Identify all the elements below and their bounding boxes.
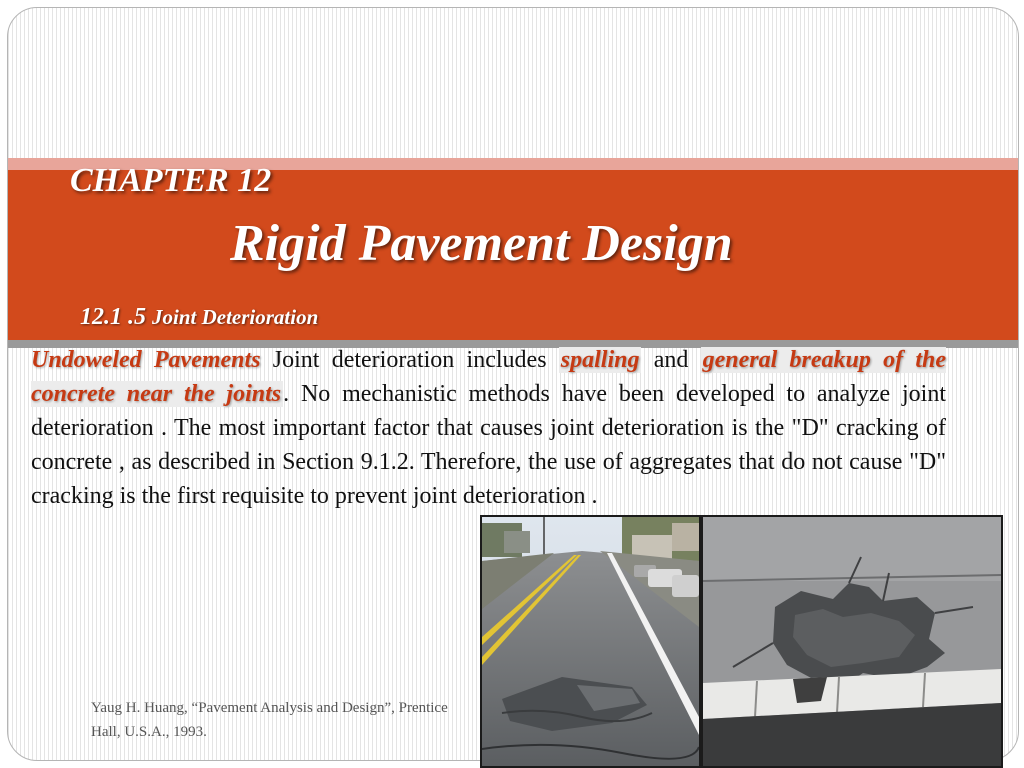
body-paragraph <box>31 343 946 513</box>
highlight-general-breakup: general breakup of the concrete near the joints <box>31 347 946 407</box>
section-title: Joint Deterioration <box>152 305 319 329</box>
body-text-3: . No mechanistic methods have been developed to analyze joint deterioration . The most important factor that causes joint deterioration is the "D" cracking of concrete , as described in Section 9.1.2. Therefore, the use of aggregates that do not cause "D" cracking is the first requisite to prevent joint deterioration . <box>31 381 946 509</box>
highlight-spalling: spalling <box>560 347 640 373</box>
body-text-1: Joint deterioration includes <box>260 347 559 373</box>
sidewalk-photo-graphic <box>703 517 1001 766</box>
slide-title: Rigid Pavement Design <box>230 215 733 272</box>
road-photo-graphic <box>482 517 699 766</box>
section-heading <box>80 304 318 331</box>
chapter-label: CHAPTER 12 <box>70 162 272 199</box>
photo-spalled-road <box>480 515 701 768</box>
term-undoweled-pavements: Undoweled Pavements <box>31 347 261 373</box>
section-number: 12.1 .5 <box>80 304 146 330</box>
body-text-2: and <box>641 347 701 373</box>
citation: Yaug H. Huang, “Pavement Analysis and Design”, Prentice Hall, U.S.A., 1993. <box>91 700 448 740</box>
photo-broken-sidewalk <box>701 515 1003 768</box>
